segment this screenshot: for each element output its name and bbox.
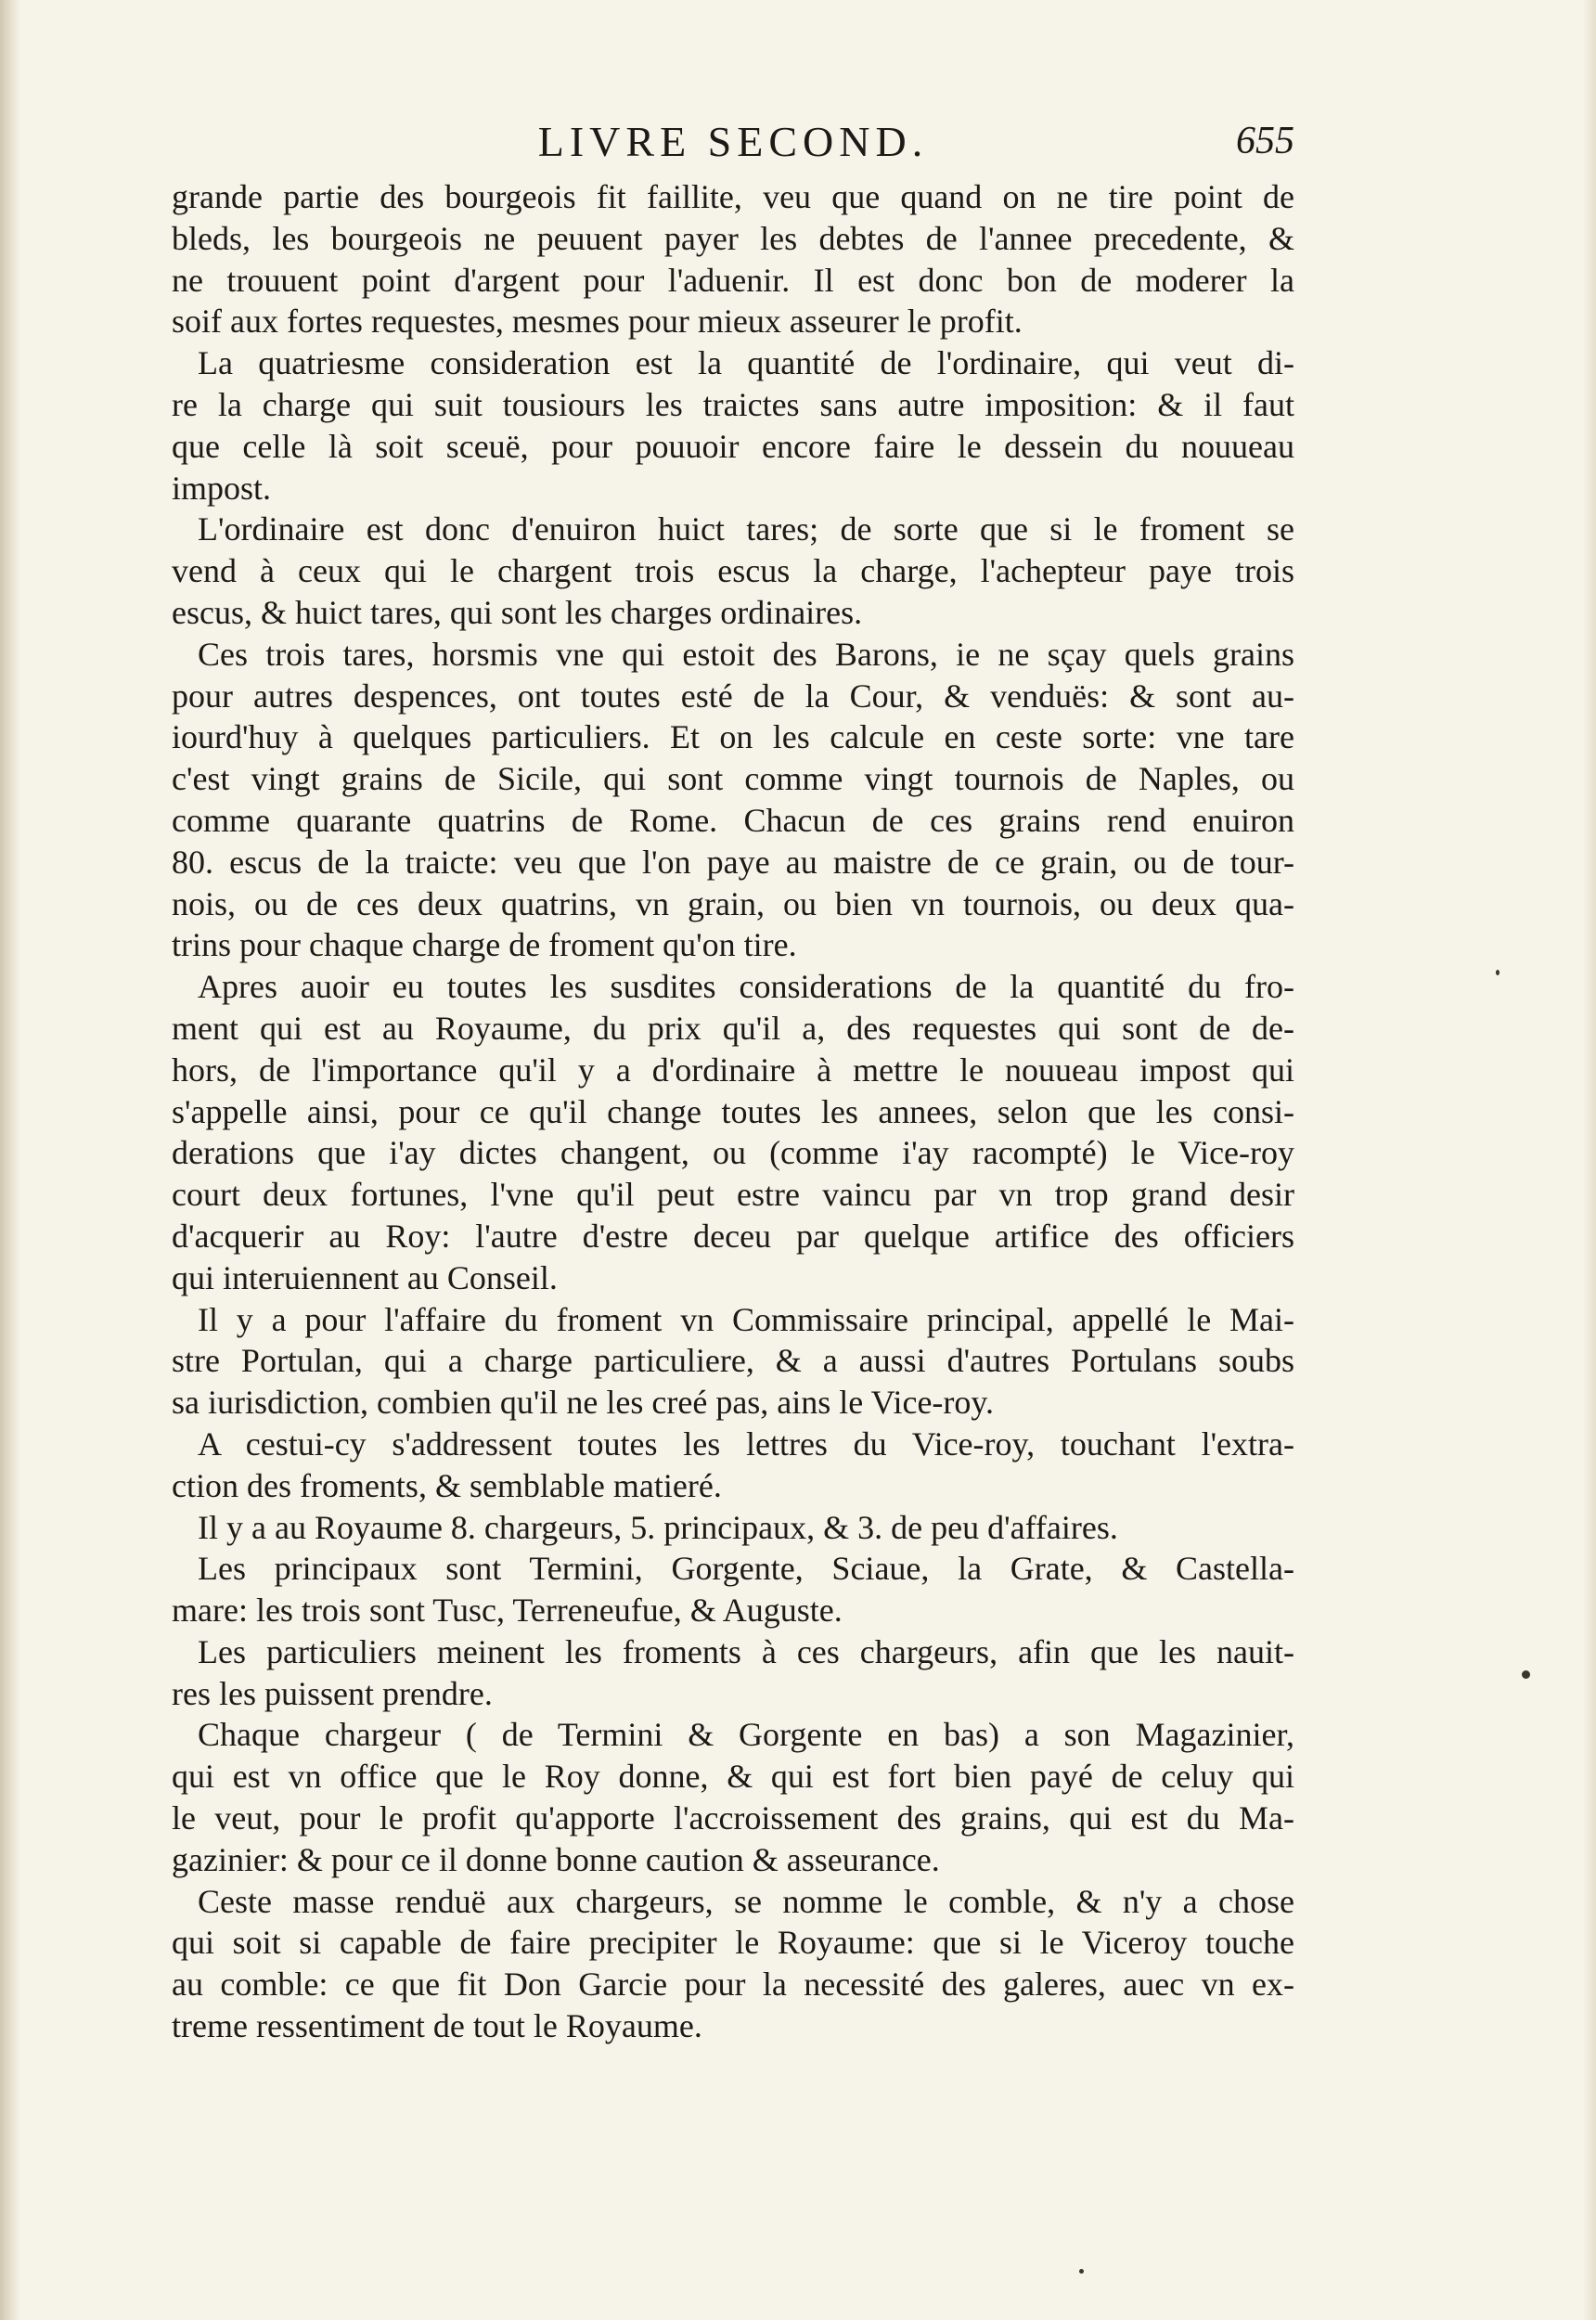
text-line: pour autres despences, ont toutes esté de la Cour, & venduës: & sont au- <box>172 677 1294 715</box>
text-line: La quatriesme consideration est la quantité de l'ordinaire, qui veut di- <box>198 344 1294 382</box>
ink-speck <box>1522 1670 1530 1679</box>
text-line: nois, ou de ces deux quatrins, vn grain, ou bien vn tournois, ou deux qua- <box>172 884 1294 922</box>
text-line: derations que i'ay dictes changent, ou (comme i'ay racompté) le Vice-roy <box>172 1134 1294 1172</box>
text-line: L'ordinaire est donc d'enuiron huict tares; de sorte que si le froment se <box>198 510 1294 548</box>
text-line: gazinier: & pour ce il donne bonne caution & asseurance. <box>172 1840 940 1878</box>
page-left-edge <box>0 0 20 2320</box>
text-line: qui soit si capable de faire precipiter le Royaume: que si le Viceroy touche <box>172 1924 1294 1962</box>
page-number: 655 <box>1236 120 1294 162</box>
text-line: Il y a au Royaume 8. chargeurs, 5. principaux, & 3. de peu d'affaires. <box>198 1508 1118 1546</box>
text-line: grande partie des bourgeois fit faillite, veu que quand on ne tire point de <box>172 178 1294 215</box>
text-line: Apres auoir eu toutes les susdites considerations de la quantité du fro- <box>198 968 1294 1006</box>
text-line: Ceste masse renduë aux chargeurs, se nomme le comble, & n'y a chose <box>198 1882 1294 1920</box>
running-title: LIVRE SECOND. <box>537 118 929 165</box>
text-line: au comble: ce que fit Don Garcie pour la necessité des galeres, auec vn ex- <box>172 1966 1294 2004</box>
text-line: ne trouuent point d'argent pour l'aduenir. Il est donc bon de moderer la <box>172 261 1294 299</box>
text-line: hors, de l'importance qu'il y a d'ordinaire à mettre le nouueau impost qui <box>172 1050 1294 1089</box>
text-line: iourd'huy à quelques particuliers. Et on les calcule en ceste sorte: vne tare <box>172 718 1294 756</box>
text-line: impost. <box>172 469 272 507</box>
text-line: re la charge qui suit tousiours les traictes sans autre imposition: & il faut <box>172 385 1294 423</box>
text-line: trins pour chaque charge de froment qu'on tire. <box>172 926 797 964</box>
text-line: A cestui-cy s'addressent toutes les lettres du Vice-roy, touchant l'extra- <box>198 1424 1294 1463</box>
text-line: s'appelle ainsi, pour ce qu'il change toutes les annees, selon que les consi- <box>172 1092 1294 1130</box>
text-line: le veut, pour le profit qu'apporte l'accroissement des grains, qui est du Ma- <box>172 1799 1294 1837</box>
text-line: vend à ceux qui le chargent trois escus la charge, l'achepteur paye trois <box>172 552 1294 590</box>
text-line: Les principaux sont Termini, Gorgente, Sciaue, la Grate, & Castella- <box>198 1550 1294 1588</box>
text-line: mare: les trois sont Tusc, Terreneufue, & Auguste. <box>172 1592 843 1630</box>
text-line: qui est vn office que le Roy donne, & qui est fort bien payé de celuy qui <box>172 1758 1294 1796</box>
text-line: bleds, les bourgeois ne peuuent payer les debtes de l'annee precedente, & <box>172 219 1294 257</box>
text-line: Ces trois tares, horsmis vne qui estoit des Barons, ie ne sçay quels grains <box>198 635 1294 673</box>
text-line: Chaque chargeur ( de Termini & Gorgente en bas) a son Magazinier, <box>198 1716 1294 1754</box>
text-line: Il y a pour l'affaire du froment vn Commissaire principal, appellé le Mai- <box>198 1300 1294 1338</box>
text-line: soif aux fortes requestes, mesmes pour mieux asseurer le profit. <box>172 303 1023 341</box>
text-line: 80. escus de la traicte: veu que l'on paye au maistre de ce grain, ou de tour- <box>172 843 1294 881</box>
body-text <box>172 176 1294 2047</box>
text-line: c'est vingt grains de Sicile, qui sont comme vingt tournois de Naples, ou <box>172 760 1294 798</box>
page-right-edge <box>1583 0 1596 2320</box>
text-line: court deux fortunes, l'vne qu'il peut estre vaincu par vn trop grand desir <box>172 1176 1294 1214</box>
ink-speck <box>1079 2269 1084 2274</box>
page-header <box>172 113 1294 178</box>
text-line: comme quarante quatrins de Rome. Chacun de ces grains rend enuiron <box>172 801 1294 839</box>
text-line: Les particuliers meinent les froments à ces chargeurs, afin que les nauit- <box>198 1632 1294 1670</box>
ink-speck <box>1496 970 1499 975</box>
text-line: ction des froments, & semblable matieré. <box>172 1466 722 1504</box>
text-line: escus, & huict tares, qui sont les charges ordinaires. <box>172 593 863 631</box>
text-line: sa iurisdiction, combien qu'il ne les creé pas, ains le Vice-roy. <box>172 1384 995 1422</box>
text-line: treme ressentiment de tout le Royaume. <box>172 2007 702 2045</box>
text-line: d'acquerir au Roy: l'autre d'estre deceu par quelque artifice des officiers <box>172 1217 1294 1255</box>
text-line: stre Portulan, qui a charge particuliere, & a aussi d'autres Portulans soubs <box>172 1342 1294 1380</box>
text-line: que celle là soit sceuë, pour pouuoir encore faire le dessein du nouueau <box>172 427 1294 465</box>
text-line: qui interuiennent au Conseil. <box>172 1258 558 1296</box>
text-line: ment qui est au Royaume, du prix qu'il a, des requestes qui sont de de- <box>172 1009 1294 1047</box>
text-line: res les puissent prendre. <box>172 1674 493 1712</box>
